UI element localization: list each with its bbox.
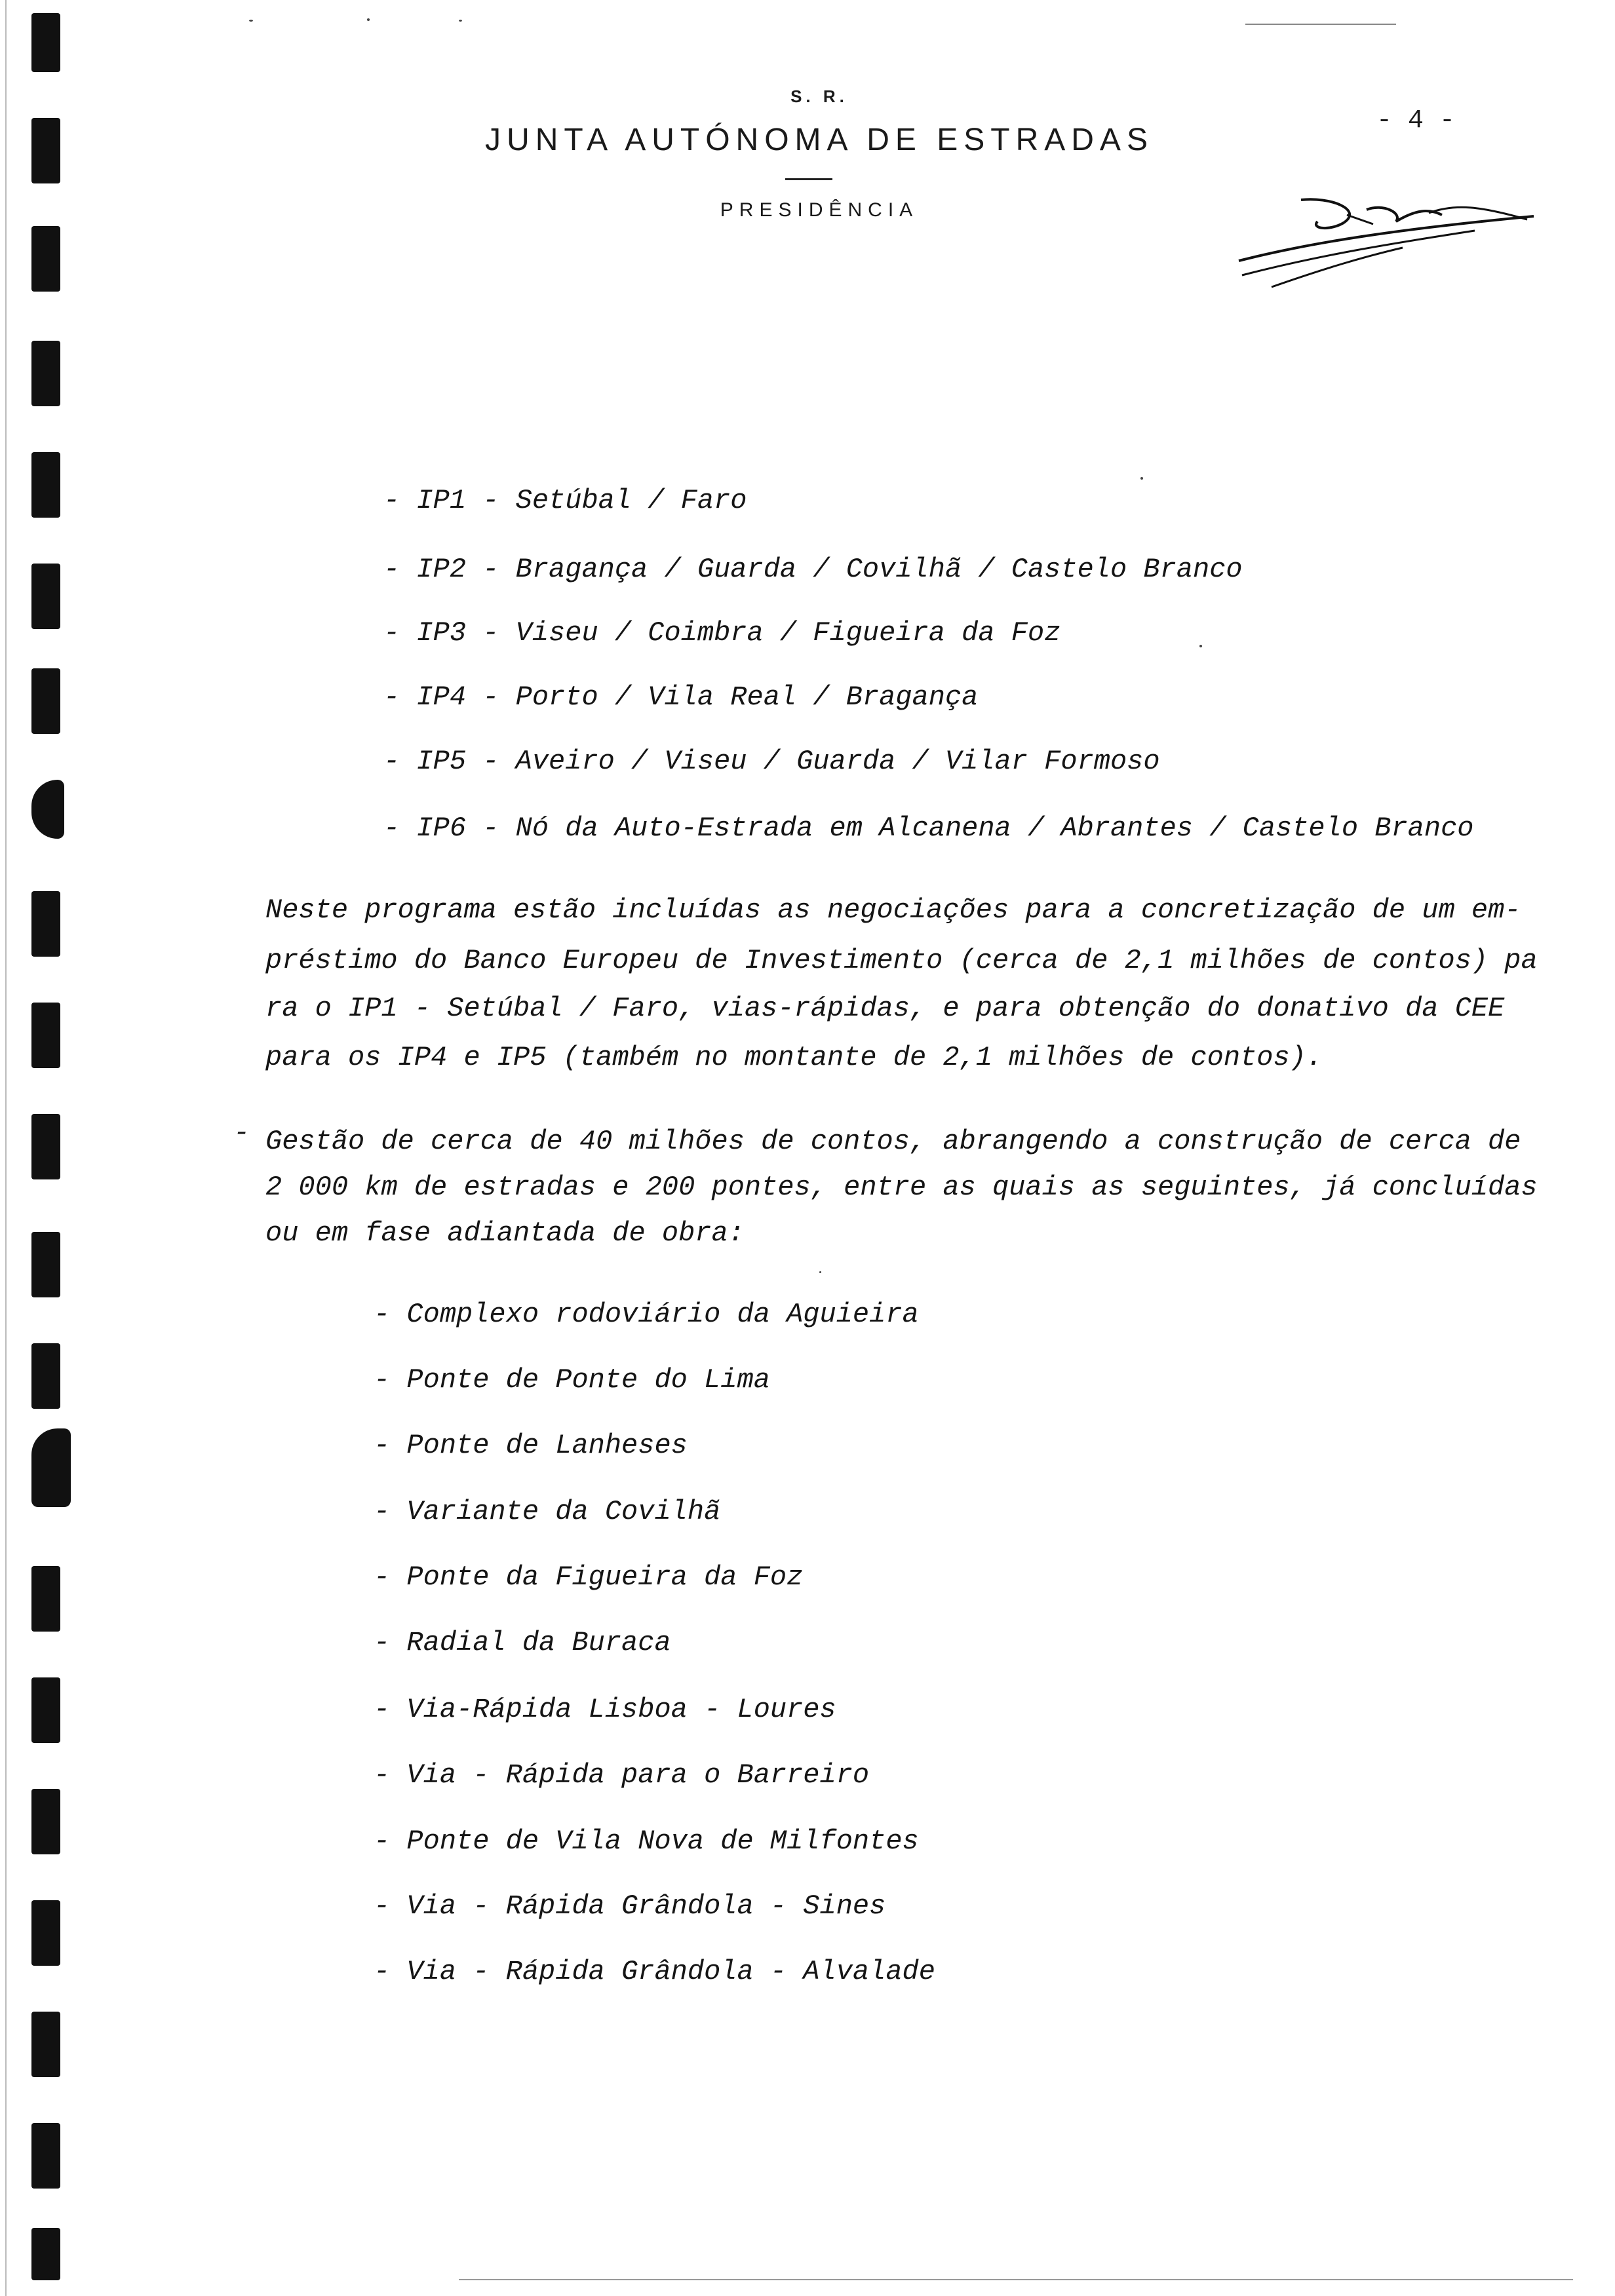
binding-strip <box>0 0 105 2296</box>
binding-ring <box>31 1428 71 1507</box>
scan-speck <box>1140 477 1143 480</box>
works-item: - Radial da Buraca <box>374 1627 671 1658</box>
scan-speck <box>1199 645 1202 647</box>
paragraph-line: ou em fase adiantada de obra: <box>265 1217 745 1249</box>
works-item: - Via - Rápida para o Barreiro <box>374 1759 870 1791</box>
page-number: - 4 - <box>1376 106 1456 136</box>
signature-icon <box>1232 183 1540 295</box>
works-item: - Complexo rodoviário da Aguieira <box>374 1299 919 1330</box>
binding-hole <box>31 668 60 734</box>
route-item: - IP1 - Setúbal / Faro <box>383 485 747 516</box>
paragraph-line: Gestão de cerca de 40 milhões de contos, abrangendo a construção de cerca de <box>265 1126 1521 1157</box>
binding-hole <box>31 1566 60 1632</box>
binding-hole <box>31 1677 60 1743</box>
works-item: - Via - Rápida Grândola - Sines <box>374 1890 886 1922</box>
route-item: - IP5 - Aveiro / Viseu / Guarda / Vilar Formoso <box>383 746 1160 777</box>
works-item: - Via-Rápida Lisboa - Loures <box>374 1694 836 1725</box>
route-item: - IP2 - Bragança / Guarda / Covilhã / Castelo Branco <box>383 554 1243 585</box>
department-title: PRESIDÊNCIA <box>720 199 919 221</box>
binding-hole <box>31 2123 60 2189</box>
bullet-dash: - <box>233 1117 250 1149</box>
works-item: - Variante da Covilhã <box>374 1496 721 1527</box>
works-item: - Ponte de Vila Nova de Milfontes <box>374 1826 919 1857</box>
route-item: - IP4 - Porto / Vila Real / Bragança <box>383 681 979 713</box>
binding-hole <box>31 118 60 183</box>
binding-hole <box>31 1900 60 1966</box>
binding-hole <box>31 1343 60 1409</box>
scan-speck <box>459 2279 1573 2280</box>
binding-hole <box>31 13 60 72</box>
paragraph-line: para os IP4 e IP5 (também no montante de 2,1 milhões de contos). <box>265 1042 1323 1073</box>
binding-hole <box>31 341 60 406</box>
binding-hole <box>31 891 60 957</box>
works-item: - Via - Rápida Grândola - Alvalade <box>374 1956 935 1987</box>
paragraph-line: préstimo do Banco Europeu de Investimento (cerca de 2,1 milhões de contos) pa <box>265 945 1538 976</box>
scan-speck <box>1245 24 1396 25</box>
works-item: - Ponte de Ponte do Lima <box>374 1364 770 1396</box>
scan-speck <box>249 20 253 22</box>
header-sr: S. R. <box>790 86 848 106</box>
binding-hole <box>31 226 60 292</box>
header-rule <box>785 178 832 180</box>
page-edge <box>5 0 7 2296</box>
scan-speck <box>367 18 370 21</box>
route-item: - IP3 - Viseu / Coimbra / Figueira da Foz <box>383 617 1061 649</box>
paragraph-line: Neste programa estão incluídas as negociações para a concretização de um em- <box>265 894 1521 926</box>
paragraph-line: ra o IP1 - Setúbal / Faro, vias-rápidas, e para obtenção do donativo da CEE <box>265 993 1505 1024</box>
route-item: - IP6 - Nó da Auto-Estrada em Alcanena / Abrantes / Castelo Branco <box>383 813 1474 844</box>
organization-title: JUNTA AUTÓNOMA DE ESTRADAS <box>485 123 1154 157</box>
scan-speck <box>819 1271 821 1273</box>
binding-hole <box>31 564 60 629</box>
binding-hole <box>31 2012 60 2077</box>
binding-hole <box>31 1232 60 1297</box>
binding-hole <box>31 1003 60 1068</box>
binding-ring <box>31 780 64 839</box>
works-item: - Ponte de Lanheses <box>374 1430 688 1461</box>
binding-hole <box>31 1789 60 1854</box>
paragraph-line: 2 000 km de estradas e 200 pontes, entre as quais as seguintes, já concluídas <box>265 1172 1538 1203</box>
binding-hole <box>31 1114 60 1179</box>
binding-hole <box>31 2228 60 2280</box>
works-item: - Ponte da Figueira da Foz <box>374 1561 804 1593</box>
binding-hole <box>31 452 60 518</box>
scan-speck <box>459 20 462 22</box>
